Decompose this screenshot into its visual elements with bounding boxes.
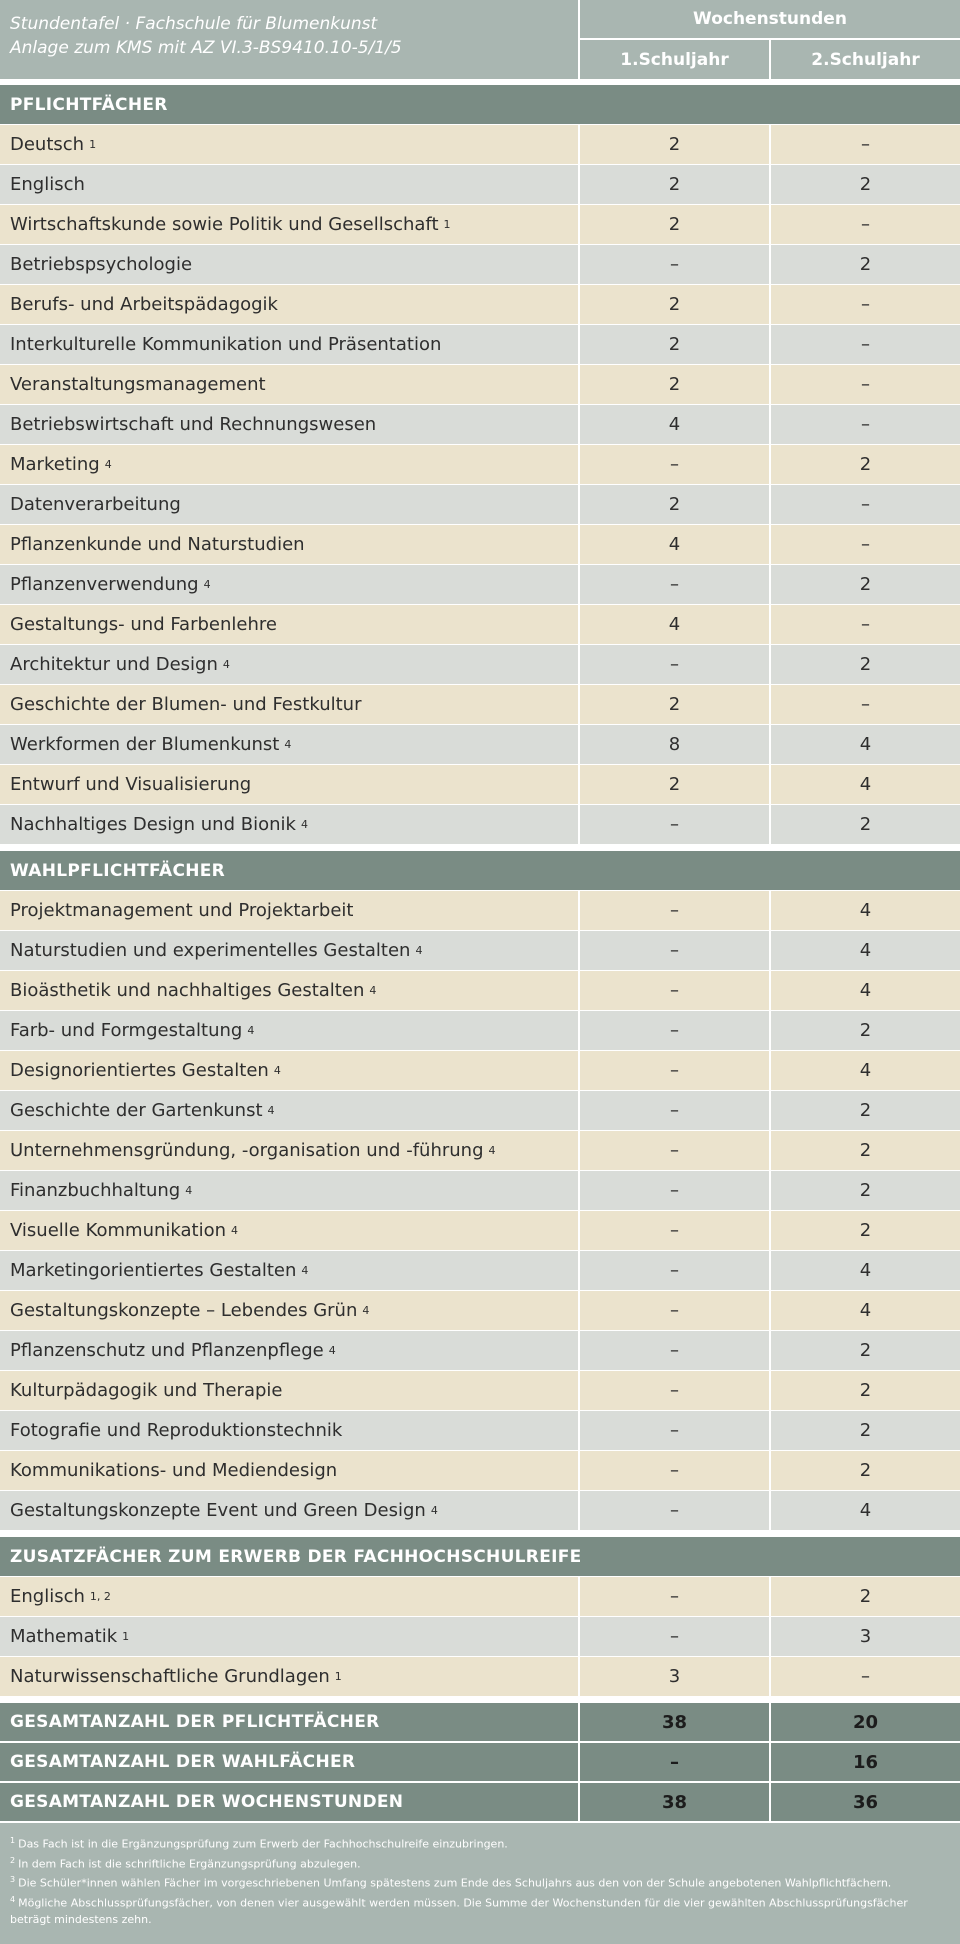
footnote-number: 4 (10, 1894, 16, 1904)
footnote (10, 1872, 950, 1892)
table-row (0, 485, 960, 525)
hours-year-1: 2 (578, 765, 769, 804)
table-row (0, 891, 960, 931)
subject-name: Naturstudien und experimentelles Gestalten (10, 940, 411, 961)
table-row (0, 405, 960, 445)
table-row (0, 1451, 960, 1491)
subject-name: Betriebspsychologie (10, 254, 193, 275)
table-row (0, 325, 960, 365)
hours-year-1: – (578, 971, 769, 1010)
footnote (10, 1833, 950, 1853)
subject-name: Pflanzenkunde und Naturstudien (10, 534, 305, 555)
hours-year-2: – (769, 605, 960, 644)
subject-cell (0, 485, 578, 524)
table-row (0, 805, 960, 845)
hours-year-1: 3 (578, 1657, 769, 1696)
hours-year-2: 2 (769, 1171, 960, 1210)
table-row (0, 565, 960, 605)
subject-name: Geschichte der Gartenkunst (10, 1100, 263, 1121)
section-title: PFLICHTFÄCHER (0, 85, 960, 125)
header-columns (578, 0, 960, 79)
table-row (0, 971, 960, 1011)
sections (0, 85, 960, 1697)
subject-name: Deutsch (10, 134, 85, 155)
subject-name: Englisch (10, 1586, 85, 1607)
hours-year-1: – (578, 1251, 769, 1290)
subject-name: Englisch (10, 174, 85, 195)
subject-name: Bioästhetik und nachhaltiges Gestalten (10, 980, 365, 1001)
hours-year-1: – (578, 245, 769, 284)
table-row (0, 725, 960, 765)
hours-year-1: 4 (578, 405, 769, 444)
hours-year-2: 2 (769, 165, 960, 204)
total-year-1: 38 (578, 1703, 769, 1741)
subject-name: Nachhaltiges Design und Bionik (10, 814, 296, 835)
hours-year-1: 2 (578, 125, 769, 164)
hours-year-1: 2 (578, 205, 769, 244)
subject-name: Fotografie und Reproduktionstechnik (10, 1420, 343, 1441)
total-year-2: 36 (769, 1783, 960, 1821)
hours-year-2: – (769, 285, 960, 324)
subject-cell (0, 891, 578, 930)
subject-name: Unternehmensgründung, -organisation und -führung (10, 1140, 484, 1161)
table-row (0, 1657, 960, 1697)
hours-year-2: 2 (769, 645, 960, 684)
table-row (0, 445, 960, 485)
hours-year-2: 2 (769, 1331, 960, 1370)
hours-year-1: 8 (578, 725, 769, 764)
subject-name: Projektmanagement und Projektarbeit (10, 900, 354, 921)
hours-year-1: – (578, 891, 769, 930)
footnote-text: Das Fach ist in die Ergänzungsprüfung zum Erwerb der Fachhochschulreife einzubringen. (18, 1837, 508, 1851)
subject-name: Marketingorientiertes Gestalten (10, 1260, 297, 1281)
hours-year-1: – (578, 645, 769, 684)
hours-year-1: 2 (578, 365, 769, 404)
hours-year-1: 2 (578, 285, 769, 324)
hours-year-1: – (578, 1577, 769, 1616)
table-row (0, 1371, 960, 1411)
hours-year-2: 4 (769, 725, 960, 764)
subject-name: Pflanzenverwendung (10, 574, 199, 595)
table-row (0, 931, 960, 971)
header-line-1: Stundentafel · Fachschule für Blumenkunst (10, 14, 378, 34)
total-label: GESAMTANZAHL DER WOCHENSTUNDEN (10, 1792, 404, 1812)
table-row (0, 1011, 960, 1051)
hours-year-2: 4 (769, 1051, 960, 1090)
table-row (0, 1411, 960, 1451)
footnote-text: Die Schüler*innen wählen Fächer im vorgeschriebenen Umfang spätestens zum Ende des Schuljahrs aus den von der Schule angebotenen Wahlpflichtfächern. (18, 1876, 892, 1890)
footnote-number: 1 (10, 1836, 16, 1845)
subject-cell: Marketingorientiertes Gestalten 4 (10, 1260, 309, 1281)
subject-cell (0, 685, 578, 724)
hours-year-1: – (578, 1131, 769, 1170)
hours-year-2: 2 (769, 1011, 960, 1050)
table-row (0, 1291, 960, 1331)
totals (0, 1703, 960, 1823)
column-year-2: 2.Schuljahr (769, 40, 960, 79)
table-row (0, 1251, 960, 1291)
subject-cell (0, 285, 578, 324)
subject-cell: Naturstudien und experimentelles Gestalten 4 (10, 940, 423, 961)
hours-year-1: – (578, 1091, 769, 1130)
hours-year-2: 2 (769, 1451, 960, 1490)
hours-year-1: – (578, 445, 769, 484)
total-year-2: 20 (769, 1703, 960, 1741)
total-row (0, 1743, 960, 1783)
total-row (0, 1703, 960, 1743)
section-title: ZUSATZFÄCHER ZUM ERWERB DER FACHHOCHSCHULREIFE (0, 1537, 960, 1577)
footnote-number: 2 (10, 1855, 16, 1865)
hours-year-1: – (578, 1011, 769, 1050)
subject-name: Veranstaltungsmanagement (10, 374, 266, 395)
hours-year-1: 2 (578, 325, 769, 364)
footnote-text: In dem Fach ist die schriftliche Ergänzungsprüfung abzulegen. (18, 1857, 361, 1871)
subject-cell: Farb- und Formgestaltung 4 (10, 1020, 255, 1041)
table-row (0, 1577, 960, 1617)
table-row (0, 165, 960, 205)
table-row (0, 525, 960, 565)
column-year-1: 1.Schuljahr (578, 40, 769, 79)
header-title (0, 0, 578, 79)
subject-cell (0, 1411, 578, 1450)
hours-year-1: – (578, 1491, 769, 1530)
hours-year-2: – (769, 485, 960, 524)
subject-name: Mathematik (10, 1626, 118, 1647)
hours-year-1: 2 (578, 485, 769, 524)
subject-cell: Nachhaltiges Design und Bionik 4 (10, 814, 308, 835)
table-row (0, 365, 960, 405)
total-row (0, 1783, 960, 1823)
subject-name: Datenverarbeitung (10, 494, 181, 515)
table-row (0, 1617, 960, 1657)
subject-cell: Designorientiertes Gestalten 4 (10, 1060, 281, 1081)
footnote-text: Mögliche Abschlussprüfungsfächer, von denen vier ausgewählt werden müssen. Die Summe der Wochenstunden für die vier gewählten Abschlussprüfungsfächer beträgt mindestens zehn. (10, 1896, 908, 1926)
subject-cell (0, 1451, 578, 1490)
total-year-2: 16 (769, 1743, 960, 1781)
subject-cell (0, 765, 578, 804)
hours-year-1: – (578, 1371, 769, 1410)
hours-year-2: – (769, 125, 960, 164)
hours-year-1: – (578, 1051, 769, 1090)
section-title: WAHLPFLICHTFÄCHER (0, 851, 960, 891)
subject-name: Gestaltungskonzepte Event und Green Design (10, 1500, 426, 1521)
hours-year-2: 4 (769, 765, 960, 804)
subject-cell: Gestaltungskonzepte – Lebendes Grün 4 (10, 1300, 370, 1321)
table-row (0, 245, 960, 285)
subject-cell (0, 525, 578, 564)
table-row (0, 765, 960, 805)
hours-year-2: 4 (769, 1291, 960, 1330)
footnote-number: 3 (10, 1875, 16, 1885)
footnote (10, 1892, 950, 1928)
subject-cell (0, 365, 578, 404)
subject-cell (0, 165, 578, 204)
hours-year-2: – (769, 205, 960, 244)
hours-year-1: – (578, 565, 769, 604)
subject-name: Gestaltungskonzepte – Lebendes Grün (10, 1300, 358, 1321)
table-row (0, 645, 960, 685)
subject-cell: Deutsch 1 (10, 134, 97, 155)
subject-cell: Architektur und Design 4 (10, 654, 230, 675)
hours-year-2: – (769, 325, 960, 364)
subject-cell: Englisch 1, 2 (10, 1586, 111, 1607)
table-row (0, 1331, 960, 1371)
table-row (0, 1171, 960, 1211)
hours-year-2: 4 (769, 1251, 960, 1290)
subject-cell (0, 605, 578, 644)
hours-year-2: – (769, 365, 960, 404)
hours-label: Wochenstunden (578, 0, 960, 40)
hours-year-1: 2 (578, 165, 769, 204)
table-row (0, 1091, 960, 1131)
table-row (0, 1131, 960, 1171)
subject-cell: Gestaltungskonzepte Event und Green Design 4 (10, 1500, 438, 1521)
hours-year-2: 4 (769, 1491, 960, 1530)
subject-name: Designorientiertes Gestalten (10, 1060, 269, 1081)
subject-cell: Pflanzenschutz und Pflanzenpflege 4 (10, 1340, 336, 1361)
hours-year-1: – (578, 931, 769, 970)
hours-year-2: 2 (769, 1131, 960, 1170)
hours-year-1: – (578, 1211, 769, 1250)
footnote (10, 1853, 950, 1873)
subject-name: Interkulturelle Kommunikation und Präsentation (10, 334, 442, 355)
hours-year-1: – (578, 1291, 769, 1330)
hours-year-1: 4 (578, 605, 769, 644)
hours-year-2: 2 (769, 805, 960, 844)
total-year-1: 38 (578, 1783, 769, 1821)
subject-name: Visuelle Kommunikation (10, 1220, 226, 1241)
hours-year-1: – (578, 805, 769, 844)
hours-year-2: 2 (769, 565, 960, 604)
subject-name: Marketing (10, 454, 100, 475)
subject-name: Berufs- und Arbeitspädagogik (10, 294, 278, 315)
hours-year-2: 4 (769, 891, 960, 930)
hours-year-2: 2 (769, 245, 960, 284)
table-row (0, 125, 960, 165)
subject-name: Pflanzenschutz und Pflanzenpflege (10, 1340, 324, 1361)
subject-cell (0, 1371, 578, 1410)
hours-year-1: – (578, 1451, 769, 1490)
subject-cell: Visuelle Kommunikation 4 (10, 1220, 238, 1241)
table-row (0, 1491, 960, 1531)
subject-name: Entwurf und Visualisierung (10, 774, 252, 795)
hours-year-2: – (769, 405, 960, 444)
subject-name: Gestaltungs- und Farbenlehre (10, 614, 277, 635)
subject-name: Kulturpädagogik und Therapie (10, 1380, 283, 1401)
subject-name: Werkformen der Blumenkunst (10, 734, 280, 755)
total-label: GESAMTANZAHL DER WAHLFÄCHER (10, 1752, 356, 1772)
year-columns (578, 40, 960, 79)
subject-cell: Werkformen der Blumenkunst 4 (10, 734, 292, 755)
subject-name: Naturwissenschaftliche Grundlagen (10, 1666, 330, 1687)
subject-cell: Marketing 4 (10, 454, 112, 475)
subject-name: Betriebswirtschaft und Rechnungswesen (10, 414, 377, 435)
subject-cell: Geschichte der Gartenkunst 4 (10, 1100, 275, 1121)
subject-cell: Unternehmensgründung, -organisation und -führung 4 (10, 1140, 496, 1161)
hours-year-2: – (769, 525, 960, 564)
subject-name: Kommunikations- und Mediendesign (10, 1460, 338, 1481)
subject-cell: Naturwissenschaftliche Grundlagen 1 (10, 1666, 342, 1687)
hours-year-1: – (578, 1171, 769, 1210)
hours-year-2: 2 (769, 1371, 960, 1410)
hours-year-2: 4 (769, 931, 960, 970)
hours-year-1: 2 (578, 685, 769, 724)
subject-cell: Pflanzenverwendung 4 (10, 574, 211, 595)
footnotes (0, 1823, 960, 1944)
total-label: GESAMTANZAHL DER PFLICHTFÄCHER (10, 1712, 380, 1732)
hours-year-2: 2 (769, 1211, 960, 1250)
hours-year-2: 2 (769, 1091, 960, 1130)
table-row (0, 285, 960, 325)
hours-year-2: 2 (769, 1411, 960, 1450)
header-line-2: Anlage zum KMS mit AZ VI.3-BS9410.10-5/1/5 (10, 38, 402, 58)
subject-cell: Bioästhetik und nachhaltiges Gestalten 4 (10, 980, 377, 1001)
table-row (0, 685, 960, 725)
subject-cell: Wirtschaftskunde sowie Politik und Gesellschaft 1 (10, 214, 451, 235)
subject-cell (0, 245, 578, 284)
table-row (0, 1051, 960, 1091)
table-row (0, 1211, 960, 1251)
subject-name: Farb- und Formgestaltung (10, 1020, 243, 1041)
hours-year-2: – (769, 685, 960, 724)
subject-cell: Mathematik 1 (10, 1626, 130, 1647)
table-header (0, 0, 960, 79)
hours-year-1: – (578, 1617, 769, 1656)
table-row (0, 205, 960, 245)
hours-year-1: 4 (578, 525, 769, 564)
hours-year-2: 2 (769, 445, 960, 484)
subject-name: Finanzbuchhaltung (10, 1180, 181, 1201)
hours-year-2: 2 (769, 1577, 960, 1616)
hours-year-1: – (578, 1411, 769, 1450)
subject-cell (0, 405, 578, 444)
hours-year-2: – (769, 1657, 960, 1696)
subject-cell: Finanzbuchhaltung 4 (10, 1180, 193, 1201)
subject-name: Geschichte der Blumen- und Festkultur (10, 694, 362, 715)
hours-year-2: 4 (769, 971, 960, 1010)
table-row (0, 605, 960, 645)
hours-year-1: – (578, 1331, 769, 1370)
total-year-1: – (578, 1743, 769, 1781)
hours-year-2: 3 (769, 1617, 960, 1656)
subject-name: Wirtschaftskunde sowie Politik und Gesellschaft (10, 214, 439, 235)
subject-name: Architektur und Design (10, 654, 218, 675)
subject-cell (0, 325, 578, 364)
